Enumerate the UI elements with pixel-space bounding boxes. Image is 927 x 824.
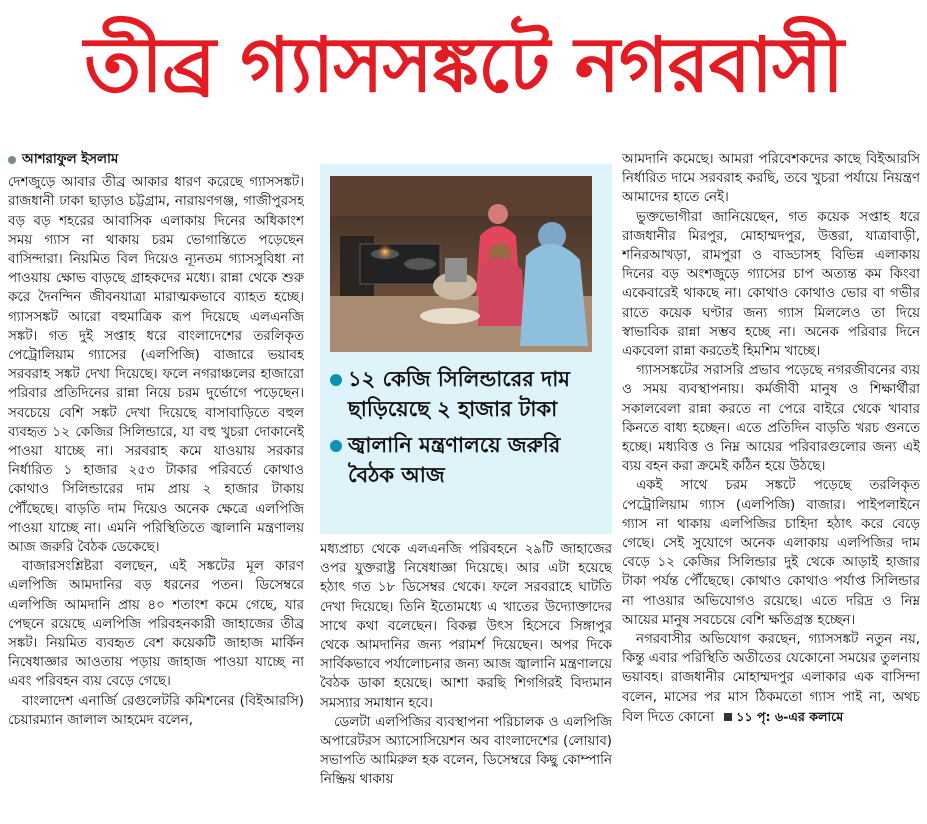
bullet-icon xyxy=(330,374,342,386)
article-column-2 xyxy=(320,540,612,816)
paragraph: মধ্যপ্রাচ্য থেকে এলএনজি পরিবহনে ২৯টি জাহাজের ওপর যুক্তরাষ্ট্র নিষেধাজ্ঞা দিয়েছে। আর এটা হয়েছে হঠাৎ গত ১৮ ডিসেম্বর থেকে। ফলে সরবরাহে ঘাটতি দেখা দিয়েছে। তিনি ইতোমধ্যে এ খাতের উদ্যোক্তাদের সাথে কথা বলেছেন। বিকল্প উৎস হিসেবে সিঙ্গাপুর থেকে আমদানির জন্য পরামর্শ দিয়েছেন। অপর দিকে সার্বিকভাবে পর্যালোচনার জন্য আজ জ্বালানি মন্ত্রণালয়ে বৈঠক ডাকা হয়েছে। আশা করছি শিগগিরই বিদ্যমান সমস্যার সমাধান হবে। xyxy=(320,542,612,711)
paragraph: ভুক্তভোগীরা জানিয়েছেন, গত কয়েক সপ্তাহ ধরে রাজধানীর মিরপুর, মোহাম্মদপুর, উত্তরা, যাত্রাবাড়ী, শনিরআখড়া, রামপুরা ও বাড্ডাসহ বিভিন্ন এলাকায় দিনের বড় অংশজুড়ে গ্যাসের চাপ অত্যন্ত কম কিংবা একেবারেই থাকছে না। কোথাও কোথাও ভোর বা গভীর রাতে কয়েক ঘণ্টার জন্য গ্যাস মিললেও তা দিয়ে স্বাভাবিক রান্না সম্ভব হচ্ছে না। অনেক পরিবার দিনে একবেলা রান্না করতেই হিমশিম খাচ্ছে। xyxy=(622,209,920,360)
highlight-list xyxy=(330,364,606,496)
paragraph: আমদানি কমেছে। আমরা পরিবেশকদের কাছে বিইআরসি নির্ধারিত দামে সরবরাহ করছি, তবে খুচরা পর্যায়ে নিয়ন্ত্রণ আমাদের হাতে নেই। xyxy=(622,152,920,206)
paragraph: দেশজুড়ে আবার তীব্র আকার ধারণ করেছে গ্যাসসঙ্কট। রাজধানী ঢাকা ছাড়াও চট্টগ্রাম, নারায়ণগঞ্জ, গাজীপুরসহ বড় বড় শহরের আবাসিক এলাকায় দিনের অধিকাংশ সময় গ্যাস না থাকায় চরম ভোগান্তিতে পড়েছেন বাসিন্দারা। নিয়মিত বিল দিয়েও ন্যূনতম গ্যাসসুবিধা না পাওয়ায় ক্ষোভ বাড়ছে গ্রাহকদের মধ্যে। রান্না থেকে শুরু করে দৈনন্দিন জীবনযাত্রা মারাত্মকভাবে ব্যাহত হচ্ছে। গ্যাসসঙ্কট আরো বহুমাত্রিক রূপ দিয়েছে এলএনজি সঙ্কট। গত দুই সপ্তাহ ধরে বাংলাদেশের তরলিকৃত পেট্রোলিয়াম গ্যাসের (এলপিজি) বাজারে ভয়াবহ সরবরাহ সঙ্কট দেখা দিয়েছে। ফলে নগরাঞ্চলের হাজারো পরিবার প্রতিদিনের রান্না নিয়ে চরম দুর্ভোগে পড়েছেন। সবচেয়ে বেশি সঙ্কট দেখা দিয়েছে বাসাবাড়িতে বহুল ব্যবহৃত ১২ কেজির সিলিন্ডারে, যা বহু খুচরা দোকানেই পাওয়া যাচ্ছে না। সরবরাহ কমে যাওয়ায় সরকার নির্ধারিত ১ হাজার ২৫৩ টাকার পরিবর্তে কোথাও কোথাও সিলিন্ডারের দাম প্রায় ২ হাজার টাকায় পৌঁছেছে। বাড়তি দাম দিয়েও অনেক ক্ষেত্রে এলপিজি পাওয়া যাচ্ছে না। এমনি পরিস্থিতিতে জ্বালানি মন্ত্রণালয় আজ জরুরি বৈঠক ডেকেছে। xyxy=(8,175,304,556)
paragraph: গ্যাসসঙ্কটের সরাসরি প্রভাব পড়েছে নগরজীবনের ব্যয় ও সময় ব্যবস্থাপনায়। কর্মজীবী মানুষ ও শিক্ষার্থীরা সকালবেলা রান্না করতে না পেরে বাইরে থেকে খাবার কিনতে বাধ্য হচ্ছেন। এতে প্রতিদিন বাড়তি খরচ গুনতে হচ্ছে। মধ্যবিত্ত ও নিম্ন আয়ের পরিবারগুলোর জন্য এই ব্যয় বহন করা ক্রমেই কঠিন হয়ে উঠছে। xyxy=(622,363,920,475)
photo-illustration xyxy=(330,176,592,352)
paragraph: ডেলটা এলপিজির ব্যবস্থাপনা পরিচালক ও এলপিজি অপারেটরস অ্যাসোসিয়েশন অব বাংলাদেশের (লোয়াব) সভাপতি আমিরুল হক বলেন, ডিসেম্বরে কিছু কোম্পানি নিষ্ক্রিয় থাকায় xyxy=(320,714,612,788)
bullet-icon xyxy=(8,156,16,164)
paragraph: একই সাথে চরম সঙ্কটে পড়েছে তরলিকৃত পেট্রোলিয়াম গ্যাস (এলপিজি) বাজার। পাইপলাইনে গ্যাস না থাকায় এলপিজির চাহিদা হঠাৎ করে বেড়ে গেছে। সেই সুযোগে অনেক এলাকায় এলপিজির দাম বেড়ে ১২ কেজির সিলিন্ডার দুই থেকে আড়াই হাজার টাকা পর্যন্ত পৌঁছেছে। কোথাও কোথাও পর্যাপ্ত সিলিন্ডার না পাওয়ার অভিযোগও রয়েছে। এতে দরিদ্র ও নিম্ন আয়ের মানুষ সবচেয়ে বেশি ক্ষতিগ্রস্ত হচ্ছেন। xyxy=(622,478,920,628)
highlight-item xyxy=(330,430,606,490)
highlight-text: জ্বালানি মন্ত্রণালয়ে জরুরি বৈঠক আজ xyxy=(348,433,561,487)
paragraph-text: নগরবাসীর অভিযোগ করছেন, গ্যাসসঙ্কট নতুন নয়, কিন্তু এবার পরিস্থিতি অতীতের যেকোনো সময়ের তুলনায় ভয়াবহ। রাজধানীর মোহাম্মদপুর এলাকার এক বাসিন্দা বলেন, মাসের পর মাস ঠিকমতো গ্যাস পাই না, অথচ বিল দিতে কোনো xyxy=(622,632,920,725)
paragraph: বাংলাদেশ এনার্জি রেগুলেটরি কমিশনের (বিইআরসি) চেয়ারম্যান জালাল আহমেদ বলেন, xyxy=(8,693,304,728)
continuation-text: ১১ পৃ: ৬-এর কলামে xyxy=(736,708,844,724)
highlight-item xyxy=(330,364,606,424)
byline xyxy=(8,150,304,169)
bullet-icon xyxy=(330,440,342,452)
article-column-1 xyxy=(8,150,304,816)
article-column-3 xyxy=(622,150,920,816)
highlight-text: ১২ কেজি সিলিন্ডারের দাম ছাড়িয়েছে ২ হাজার টাকা xyxy=(348,367,570,421)
paragraph: বাজারসংশ্লিষ্টরা বলছেন, এই সঙ্কটের মূল কারণ এলপিজি আমদানির বড় ধরনের পতন। ডিসেম্বরে এলপিজি আমদানি প্রায় ৪০ শতাংশ কমে গেছে, যার পেছনে রয়েছে এলপিজি পরিবহনকারী জাহাজের তীব্র সঙ্কট। নিয়মিত ব্যবহৃত বেশ কয়েকটি জাহাজ মার্কিন নিষেধাজ্ঞার আওতায় পড়ায় জাহাজ পাওয়া যাচ্ছে না এবং পরিবহন ব্যয় বেড়ে গেছে। xyxy=(8,559,304,690)
byline-author: আশরাফুল ইসলাম xyxy=(22,152,119,167)
square-icon xyxy=(724,713,732,721)
kitchen-photo xyxy=(330,176,592,352)
paragraph xyxy=(622,630,920,727)
continuation-ref xyxy=(718,709,843,724)
headline: তীব্র গ্যাসসঙ্কটে নগরবাসী xyxy=(84,20,843,109)
